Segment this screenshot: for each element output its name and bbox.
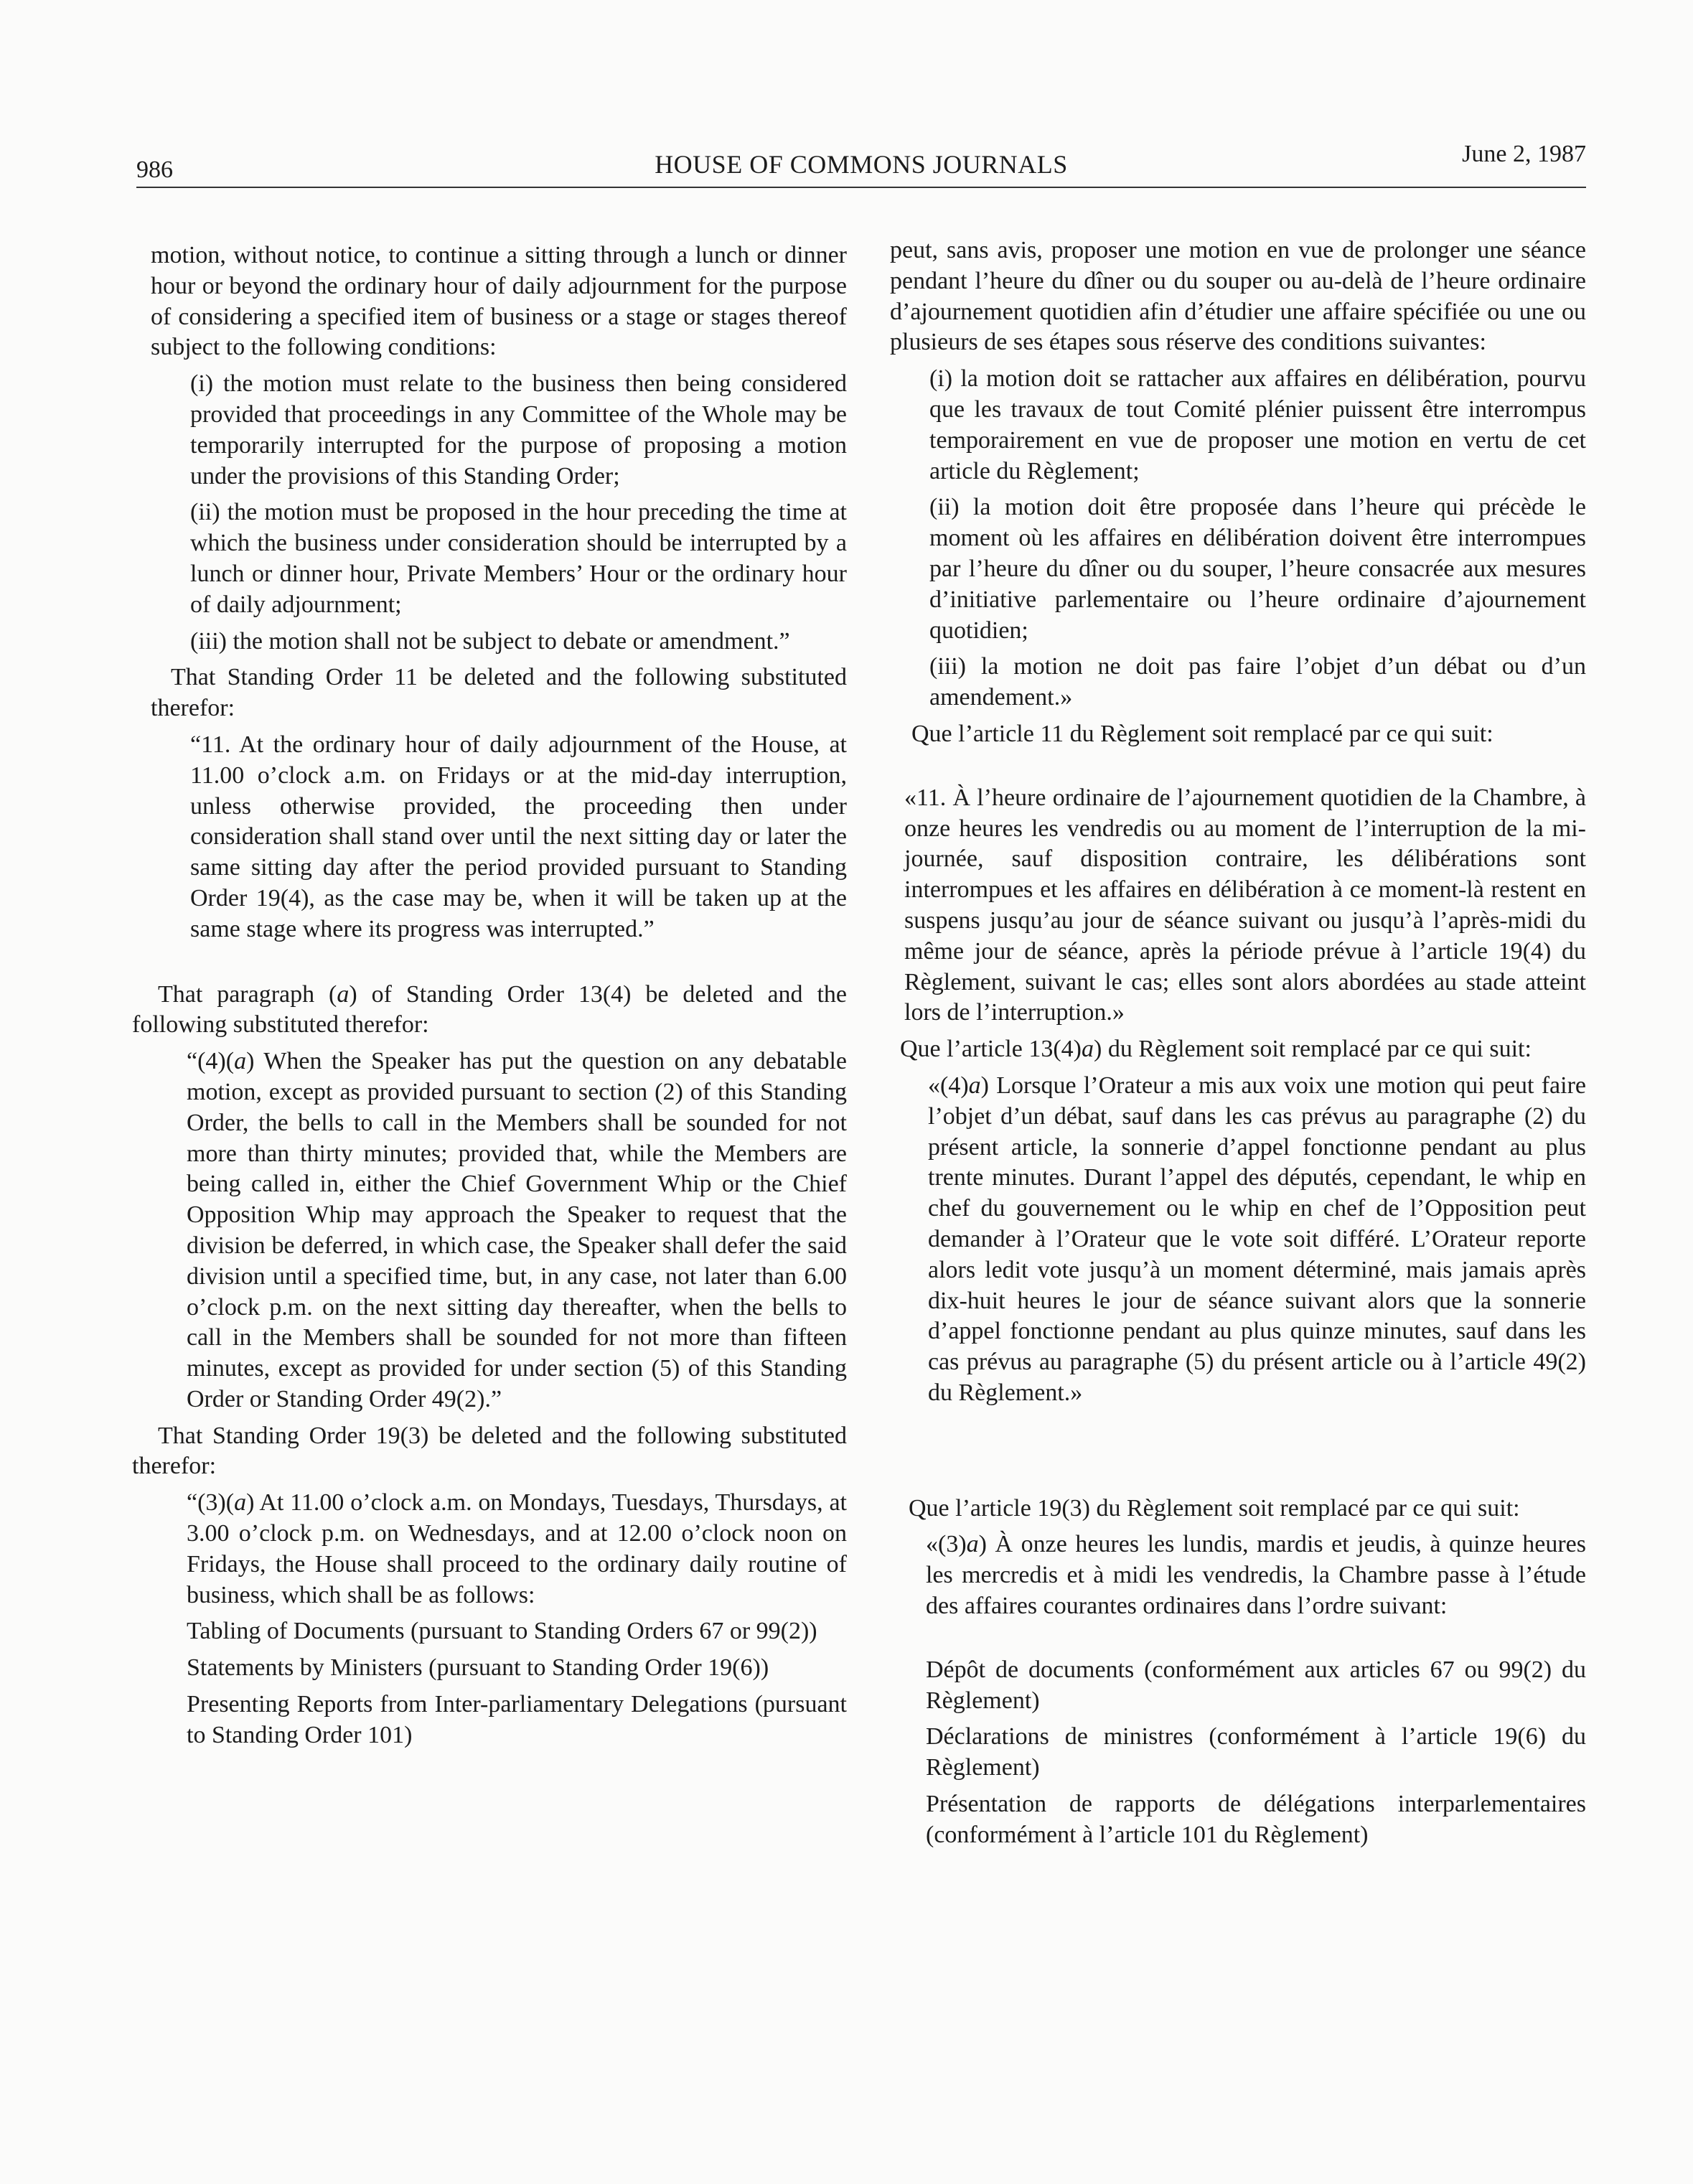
text-run: ) du Règlement soit remplacé par ce qui suit: xyxy=(1094,1036,1532,1063)
fr-art19-text xyxy=(874,1529,1586,1621)
en-so19-text xyxy=(132,1488,847,1611)
fr-condition-iii: (iii) la motion ne doit pas faire l’objet d’un débat ou d’un amendement.» xyxy=(929,653,1586,711)
en-paragraph-1: motion, without notice, to continue a sitting through a lunch or dinner hour or beyond the ordinary hour of daily adjournment for the purpose of considering a specified item of business or a stage or stages thereof subject to the following conditions: xyxy=(151,242,847,361)
text-run: “(3)( xyxy=(187,1489,235,1517)
en-condition-iii: (iii) the motion shall not be subject to debate or amendment.” xyxy=(190,627,790,655)
en-motion-so13 xyxy=(132,980,847,1041)
text-run: ) Lorsque l’Orateur a mis aux voix une motion qui peut faire l’objet d’un débat, sauf dans les cas prévus au paragraphe (2) du présent article, la sonnerie d’appel fonctionne pendant au plus trente minutes. Durant l’appel des députés, cependant, le whip en chef du gouvernement ou le whip en chef de l’Opposition peut demander à l’Orateur que le vote soit différé. L’Orateur reporte alors ledit vote jusqu’à un moment déterminé, mais jamais après dix-huit heures le jour de séance suivant alors que la sonnerie d’appel fonctionne pendant au plus quinze minutes, sauf dans les cas prévus au paragraphe (5) du présent article ou à l’article 49(2) du Règlement.» xyxy=(928,1072,1586,1406)
en-routine-item-1: Tabling of Documents (pursuant to Standing Orders 67 or 99(2)) xyxy=(187,1618,817,1645)
spacer xyxy=(151,951,847,980)
en-so13-text xyxy=(132,1046,847,1415)
fr-motion-art11: Que l’article 11 du Règlement soit remplacé par ce qui suit: xyxy=(911,720,1493,747)
fr-routine-item-2: Déclarations de ministres (conformément à l’article 19(6) du Règlement) xyxy=(926,1723,1586,1781)
text-run: ) At 11.00 o’clock a.m. on Mondays, Tuesdays, Thursdays, at 3.00 o’clock p.m. on Wednesdays, and at 12.00 o’clock noon on Fridays, the House shall proceed to the ordinary daily routine of business, which shall be as follows: xyxy=(187,1489,847,1608)
text-run: That paragraph ( xyxy=(158,980,337,1008)
journal-date: June 2, 1987 xyxy=(1462,141,1586,167)
fr-art11-text: «11. À l’heure ordinaire de l’ajournement quotidien de la Chambre, à onze heures les vendredis ou au moment de l’interruption de la mi-journée, sauf disposition contraire, les délibérations sont interrompues et les affaires en délibération à ce moment-là restent en suspens jusqu’au jour de séance suivant ou jusqu’à l’après-midi du même jour de séance, après la période prévue à l’article 19(4) du Règlement, suivant le cas; elles sont alors abordées au stade atteint lors de l’interruption.» xyxy=(904,784,1586,1026)
en-routine-item-2: Statements by Ministers (pursuant to Standing Order 19(6)) xyxy=(187,1654,769,1682)
italic-run: a xyxy=(337,980,350,1008)
spacer xyxy=(890,1628,1586,1655)
en-routine-item-3: Presenting Reports from Inter-parliamentary Delegations (pursuant to Standing Order 101) xyxy=(187,1691,847,1748)
text-run: «(4) xyxy=(928,1072,969,1099)
text-run: ) À onze heures les lundis, mardis et jeudis, à quinze heures les mercredis et à midi les vendredis, la Chambre passe à l’étude des affaires courantes ordinaires dans l’ordre suivant: xyxy=(926,1531,1586,1620)
running-head xyxy=(136,141,1586,184)
fr-condition-ii: (ii) la motion doit être proposée dans l’heure qui précède le moment où les affaires en délibération doivent être interrompues par l’heure du dîner ou du souper, l’heure consacrée aux mesures d’initiative parlementaire ou l’heure ordinaire d’ajournement quotidien; xyxy=(929,494,1586,644)
en-motion-so19: That Standing Order 19(3) be deleted and the following substituted therefor: xyxy=(132,1422,847,1480)
french-column xyxy=(890,235,1586,1857)
fr-condition-i: (i) la motion doit se rattacher aux affaires en délibération, pourvu que les travaux de tout Comité plénier puissent être interrompus temporairement en vue de proposer une motion en vertu de cet article du Règlement; xyxy=(929,365,1586,484)
text-run: «(3) xyxy=(926,1531,967,1558)
fr-paragraph-1: peut, sans avis, proposer une motion en vue de prolonger une séance pendant l’heure du dîner ou du souper ou au-delà de l’heure ordinaire d’ajournement quotidien afin d’étudier une affaire spécifiée ou une ou plusieurs de ses étapes sous réserve des conditions suivantes: xyxy=(890,237,1586,356)
en-so11-text: “11. At the ordinary hour of daily adjournment of the House, at 11.00 o’clock a.m. on Fridays or at the mid-day interruption, unless otherwise provided, the proceeding then under consideration shall stand over until the next sitting day or later the same sitting day after the period provided pursuant to Standing Order 19(4), as the case may be, when it will be taken up at the same stage where its progress was interrupted.” xyxy=(190,731,847,942)
fr-motion-art19: Que l’article 19(3) du Règlement soit remplacé par ce qui suit: xyxy=(909,1494,1520,1522)
spacer xyxy=(890,756,1586,783)
fr-art13-text xyxy=(874,1071,1586,1409)
italic-run: a xyxy=(1082,1036,1094,1063)
en-condition-i: (i) the motion must relate to the business then being considered provided that proceedings in any Committee of the Whole may be temporarily interrupted for the purpose of proposing a motion under the provisions of this Standing Order; xyxy=(190,370,847,489)
header-rule xyxy=(136,187,1586,188)
fr-motion-art13 xyxy=(874,1034,1586,1065)
fr-routine-item-1: Dépôt de documents (conformément aux articles 67 ou 99(2) du Règlement) xyxy=(926,1656,1586,1714)
italic-run: a xyxy=(968,1072,981,1099)
journal-title: HOUSE OF COMMONS JOURNALS xyxy=(655,150,1068,179)
english-column xyxy=(132,240,848,1757)
italic-run: a xyxy=(966,1531,979,1558)
italic-run: a xyxy=(234,1489,247,1517)
fr-routine-item-3: Présentation de rapports de délégations interparlementaires (conformément à l’article 101 du Règlement) xyxy=(926,1791,1586,1848)
en-condition-ii: (ii) the motion must be proposed in the hour preceding the time at which the business under consideration should be interrupted by a lunch or dinner hour, Private Members’ Hour or the ordinary hour of daily adjournment; xyxy=(190,499,847,618)
text-run: ) When the Speaker has put the question on any debatable motion, except as provided pursuant to section (2) of this Standing Order, the bells to call in the Members shall be sounded for not more than thirty minutes; provided that, while the Members are being called in, either the Chief Government Whip or the Chief Opposition Whip may approach the Speaker to request that the division be deferred, in which case, the Speaker shall defer the said division until a specified time, but, in any case, not later than 6.00 o’clock p.m. on the next sitting day thereafter, when the bells to call in the Members shall be sounded for not more than fifteen minutes, except as provided for under section (5) of this Standing Order or Standing Order 49(2).” xyxy=(187,1048,847,1412)
italic-run: a xyxy=(234,1048,247,1075)
page-number: 986 xyxy=(136,156,173,183)
text-run: ) of Standing Order 13(4) be deleted and the following substituted therefor: xyxy=(132,980,848,1039)
text-run: Que l’article 13(4) xyxy=(900,1036,1082,1063)
text-run: “(4)( xyxy=(187,1048,235,1075)
spacer xyxy=(890,1415,1586,1494)
en-motion-so11: That Standing Order 11 be deleted and the following substituted therefor: xyxy=(151,664,847,722)
